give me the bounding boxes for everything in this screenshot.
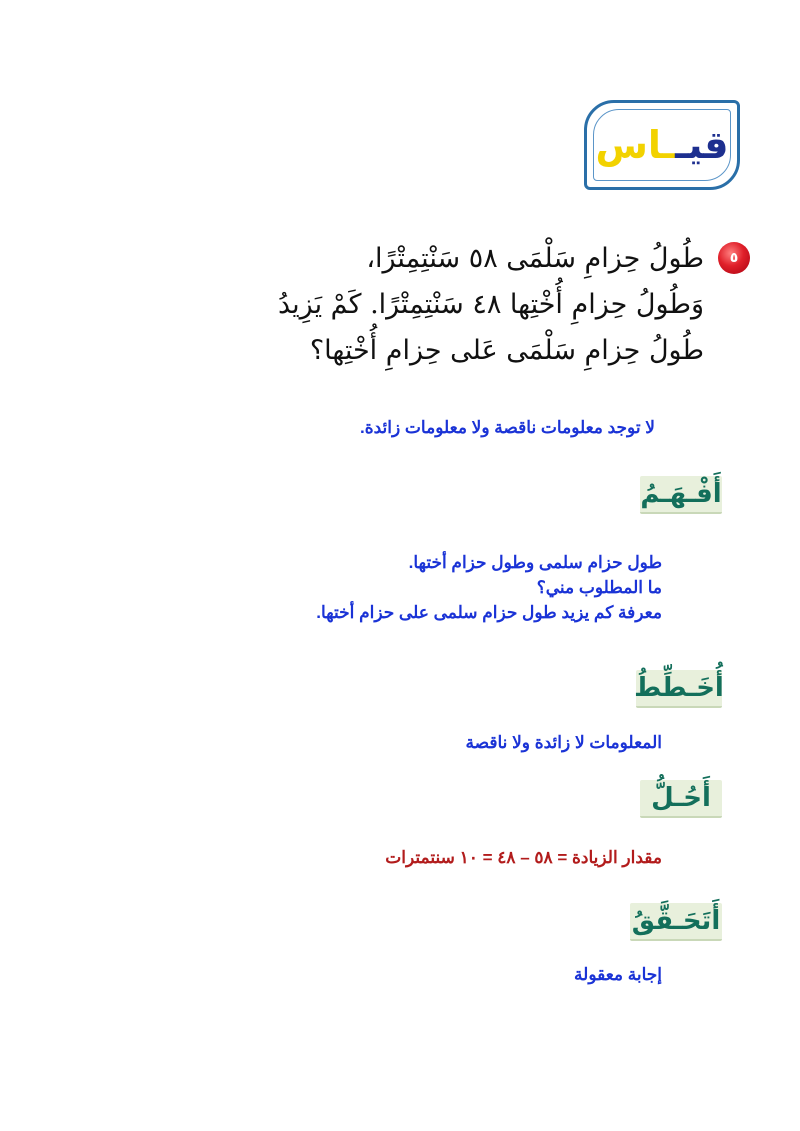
problem-line: طُولُ حِزامِ سَلْمَى ٥٨ سَنْتِمِتْرًا، <box>366 243 704 274</box>
understand-line: طول حزام سلمى وطول حزام أختها. <box>408 553 662 572</box>
plan-tag: أُخَـطِّطُ <box>636 670 722 708</box>
understand-tag: أَفْـهَـمُ <box>640 476 722 514</box>
solve-tag: أَحُـلُّ <box>640 780 722 818</box>
lesson-title-part1: قيـ <box>675 123 729 167</box>
verify-answer: إجابة معقولة <box>574 965 662 984</box>
info-note: لا توجد معلومات ناقصة ولا معلومات زائدة. <box>359 418 655 437</box>
verify-tag: أَتَحَـقَّقُ <box>630 903 722 941</box>
understand-answer <box>142 550 662 625</box>
question-number-badge: ٥ <box>718 242 750 274</box>
understand-line: معرفة كم يزيد طول حزام سلمى على حزام أختها. <box>316 603 662 622</box>
understand-line: ما المطلوب مني؟ <box>536 578 662 597</box>
lesson-title-inner <box>593 109 731 181</box>
problem-line: وَطُولُ حِزامِ أُخْتِها ٤٨ سَنْتِمِتْرًا. كَمْ يَزِيدُ <box>277 289 704 320</box>
plan-answer: المعلومات لا زائدة ولا ناقصة <box>465 733 662 752</box>
lesson-title-part2: ـاس <box>595 123 676 167</box>
lesson-title <box>595 123 728 167</box>
problem-text <box>277 236 704 374</box>
lesson-title-box <box>584 100 740 190</box>
solve-answer: مقدار الزيادة = ٥٨ – ٤٨ = ١٠ سنتمترات <box>385 848 662 867</box>
problem-line: طُولُ حِزامِ سَلْمَى عَلى حِزامِ أُخْتِها؟ <box>309 335 704 366</box>
